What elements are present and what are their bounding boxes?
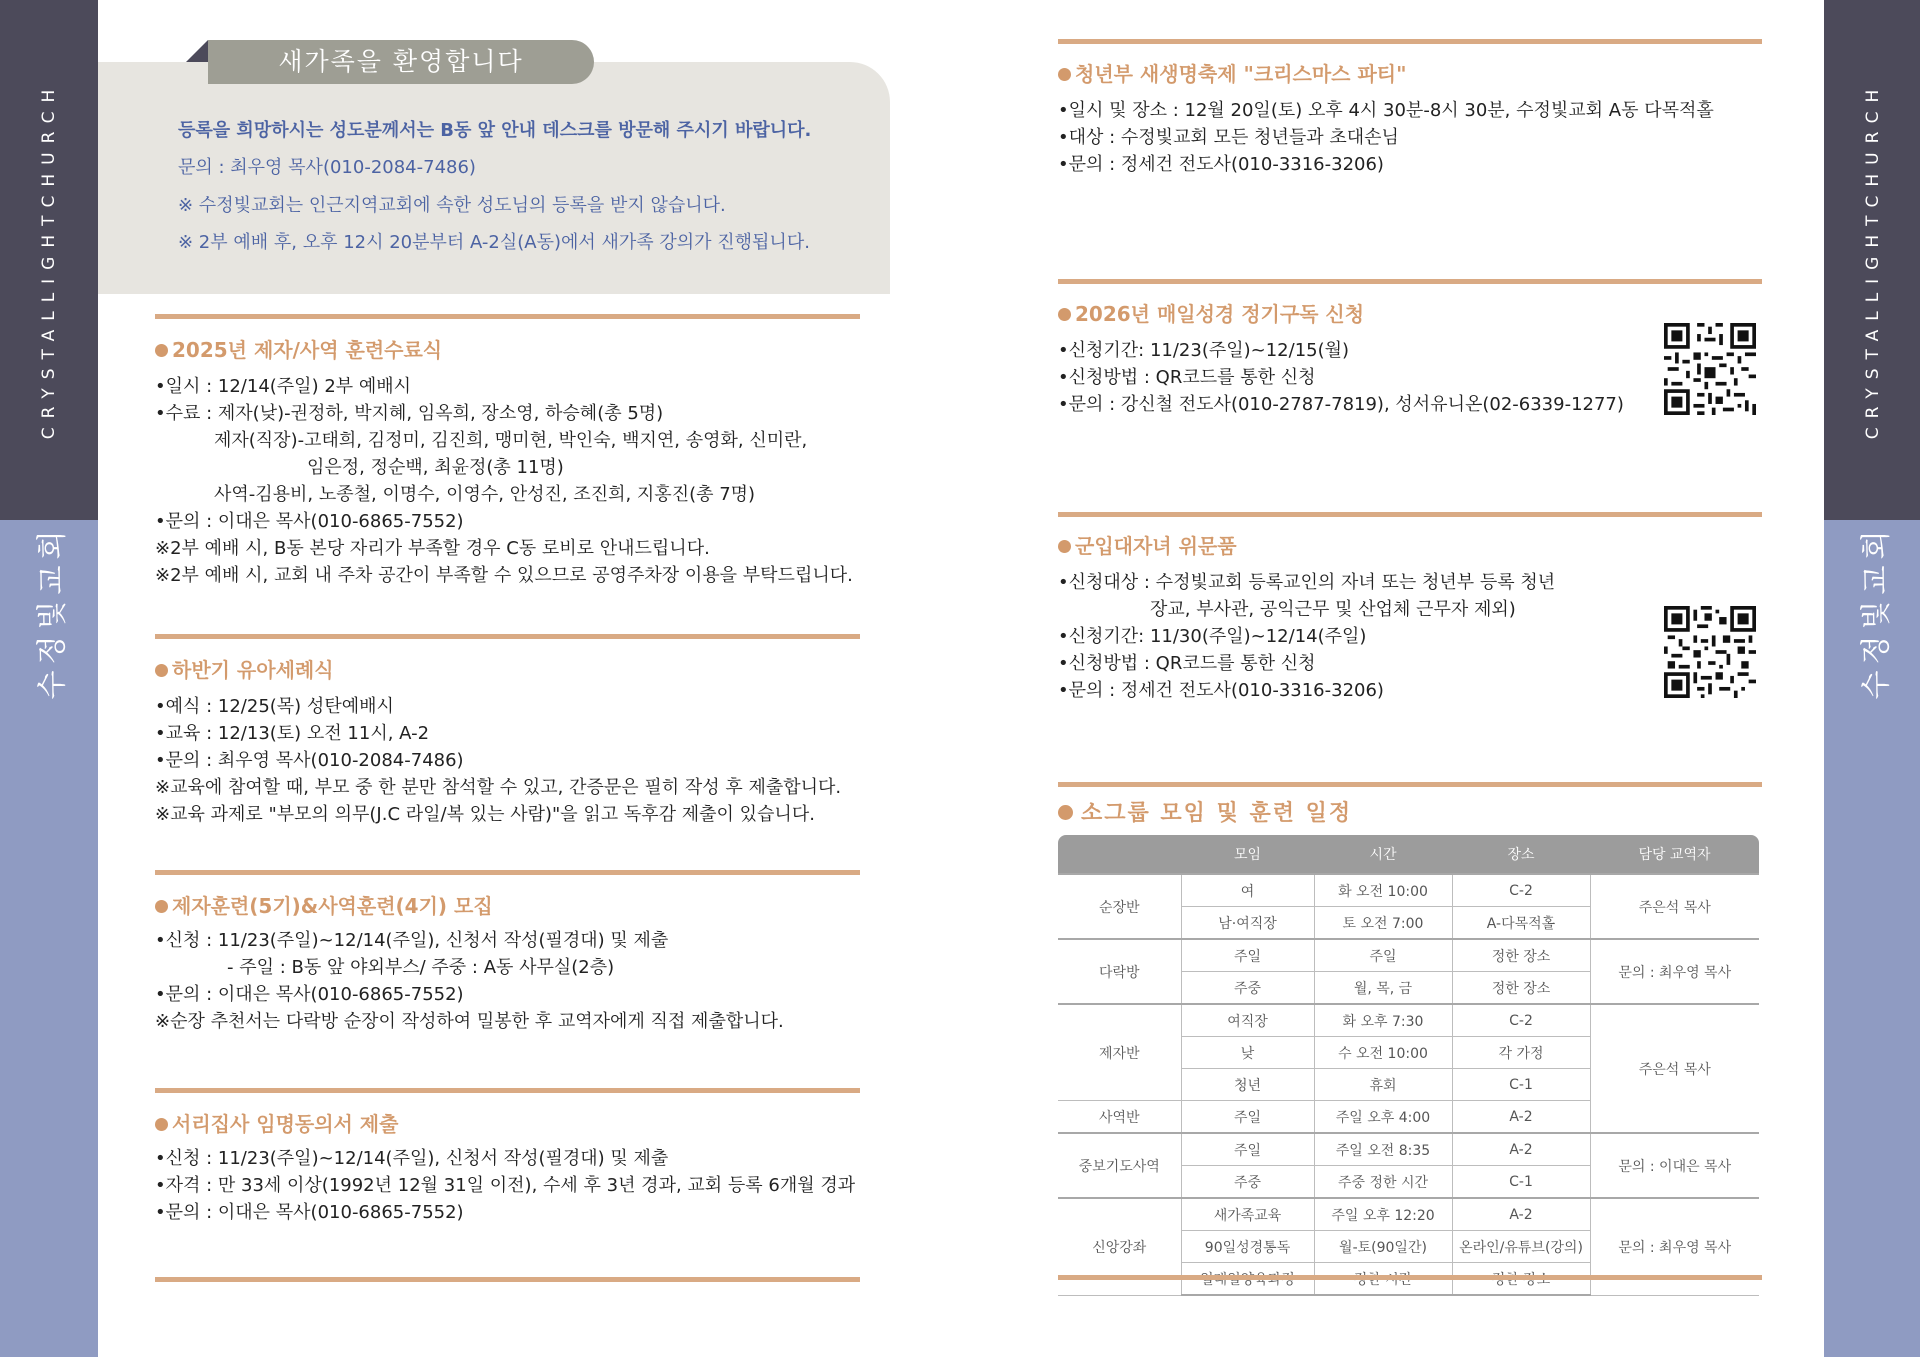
table-cell: 여직장 [1181, 1004, 1314, 1037]
section-divider [1058, 512, 1762, 517]
section-divider [1058, 1275, 1762, 1280]
table-cell: 수 오전 10:00 [1314, 1037, 1452, 1069]
info-note: ※교육에 참여할 때, 부모 중 한 분만 참석할 수 있고, 간증문은 필히 작성 후 제출합니다. [155, 777, 842, 798]
welcome-line: 등록을 희망하시는 성도분께서는 B동 앞 안내 데스크를 방문해 주시기 바랍니다. [178, 120, 812, 141]
group-name-cell: 사역반 [1058, 1101, 1181, 1134]
table-header-cell: 장소 [1452, 835, 1590, 874]
section-title-text: 서리집사 임명동의서 제출 [172, 1112, 399, 1136]
table-cell: 휴회 [1314, 1069, 1452, 1101]
table-cell: 주중 [1181, 972, 1314, 1005]
info-line: •신청기간: 11/30(주일)~12/14(주일) [1058, 626, 1367, 647]
info-note: ※교육 과제로 "부모의 의무(J.C 라일/복 있는 사람)"을 읽고 독후감 제출이 있습니다. [155, 804, 815, 825]
info-line: 사역-김용비, 노종철, 이명수, 이영수, 안성진, 조진희, 지홍진(총 7명) [214, 484, 756, 505]
group-name-cell: 순장반 [1058, 874, 1181, 939]
section-divider [1058, 39, 1762, 44]
group-name-cell: 신앙강좌 [1058, 1198, 1181, 1295]
table-header-cell [1058, 835, 1181, 874]
info-line: •문의 : 정세건 전도사(010-3316-3206) [1058, 680, 1384, 701]
table-cell: 90일성경통독 [1181, 1231, 1314, 1263]
info-line: 제자(직장)-고태희, 김정미, 김진희, 맹미현, 박인숙, 백지연, 송영화, 신미란, [214, 430, 808, 451]
table-cell: 청년 [1181, 1069, 1314, 1101]
left-sidebar [0, 0, 98, 1357]
table-cell: 주일 [1181, 1133, 1314, 1166]
table-cell: C-2 [1452, 874, 1590, 907]
table-cell: 주일 오후 12:20 [1314, 1198, 1452, 1231]
table-cell: 화 오후 7:30 [1314, 1004, 1452, 1037]
table-row [1058, 939, 1759, 972]
table-cell: 주일 [1181, 939, 1314, 972]
section-title-text: 하반기 유아세례식 [172, 658, 334, 682]
table-cell: 여 [1181, 874, 1314, 907]
info-line: •문의 : 이대은 목사(010-6865-7552) [155, 511, 464, 532]
bullet-dot-icon [1058, 68, 1071, 81]
staff-cell: 주은석 목사 [1590, 1004, 1759, 1133]
section-title-baptism [155, 654, 334, 683]
qr-code-icon[interactable] [1664, 606, 1756, 698]
table-header-cell: 모임 [1181, 835, 1314, 874]
bullet-dot-icon [155, 344, 168, 357]
table-header-cell: 시간 [1314, 835, 1452, 874]
info-line: •신청대상 : 수정빛교회 등록교인의 자녀 또는 청년부 등록 청년 [1058, 572, 1556, 593]
section-title-training [155, 334, 442, 363]
section-title-text: 제자훈련(5기)&사역훈련(4기) 모집 [172, 894, 493, 918]
section-title-text: 청년부 새생명축제 "크리스마스 파티" [1075, 62, 1407, 86]
info-line: •문의 : 정세건 전도사(010-3316-3206) [1058, 154, 1384, 175]
qr-code-graphic [1664, 323, 1756, 415]
info-line: •신청기간: 11/23(주일)~12/15(월) [1058, 340, 1350, 361]
staff-cell: 문의 : 이대은 목사 [1590, 1133, 1759, 1198]
section-divider [155, 1277, 860, 1282]
info-line: •일시 및 장소 : 12월 20일(토) 오후 4시 30분-8시 30분, 수정빛교회 A동 다목적홀 [1058, 100, 1714, 121]
table-cell: A-다목적홀 [1452, 907, 1590, 940]
bullet-dot-icon [155, 900, 168, 913]
section-title-deacon [155, 1108, 398, 1137]
table-cell: 낮 [1181, 1037, 1314, 1069]
table-cell: 주중 정한 시간 [1314, 1166, 1452, 1199]
table-row [1058, 1133, 1759, 1166]
table-cell: 주일 오후 4:00 [1314, 1101, 1452, 1134]
info-line: •신청방법 : QR코드를 통한 신청 [1058, 367, 1316, 388]
info-line: •문의 : 이대은 목사(010-6865-7552) [155, 1202, 464, 1223]
section-divider [1058, 782, 1762, 787]
group-name-cell: 중보기도사역 [1058, 1133, 1181, 1198]
bullet-dot-icon [155, 664, 168, 677]
staff-cell: 문의 : 최우영 목사 [1590, 1198, 1759, 1295]
table-cell: 정한 장소 [1452, 972, 1590, 1005]
table-cell: 주일 오전 8:35 [1314, 1133, 1452, 1166]
section-title-text: 2026년 매일성경 정기구독 신청 [1075, 302, 1365, 326]
schedule-title-text: 소그룹 모임 및 훈련 일정 [1081, 801, 1353, 826]
qr-code-icon[interactable] [1664, 323, 1756, 415]
table-cell: 주일 [1181, 1101, 1314, 1134]
table-cell: 주일 [1314, 939, 1452, 972]
section-divider [155, 1088, 860, 1093]
info-note: ※2부 예배 시, 교회 내 주차 공간이 부족할 수 있으므로 공영주차장 이용을 부탁드립니다. [155, 565, 853, 586]
info-note: ※2부 예배 시, B동 본당 자리가 부족할 경우 C동 로비로 안내드립니다. [155, 538, 710, 559]
bullet-dot-icon [1058, 308, 1071, 321]
table-cell: A-2 [1452, 1133, 1590, 1166]
table-row [1058, 1198, 1759, 1231]
bullet-dot-icon [1058, 805, 1073, 820]
section-divider [155, 870, 860, 875]
table-cell: 남·여직장 [1181, 907, 1314, 940]
table-cell: 정한 장소 [1452, 939, 1590, 972]
sidebar-church-name: 수정빛교회 [35, 524, 70, 700]
info-line: •신청 : 11/23(주일)~12/14(주일), 신청서 작성(필경대) 및 제출 [155, 1148, 669, 1169]
info-line: •신청 : 11/23(주일)~12/14(주일), 신청서 작성(필경대) 및 제출 [155, 930, 669, 951]
table-header-row [1058, 835, 1759, 874]
info-line: •일시 : 12/14(주일) 2부 예배시 [155, 376, 412, 397]
table-cell: A-2 [1452, 1198, 1590, 1231]
section-divider [1058, 279, 1762, 284]
table-cell: C-1 [1452, 1166, 1590, 1199]
sidebar-church-name: 수정빛교회 [1859, 524, 1894, 700]
info-line: - 주일 : B동 앞 야외부스/ 주중 : A동 사무실(2층) [227, 957, 615, 978]
table-cell: 화 오전 10:00 [1314, 874, 1452, 907]
welcome-line: ※ 2부 예배 후, 오후 12시 20분부터 A-2실(A동)에서 새가족 강의가 진행됩니다. [178, 232, 810, 253]
info-line: •수료 : 제자(낮)-권정하, 박지혜, 임옥희, 장소영, 하승혜(총 5명) [155, 403, 664, 424]
table-header-cell: 담당 교역자 [1590, 835, 1759, 874]
section-divider [155, 314, 860, 319]
right-sidebar [1824, 0, 1920, 1357]
table-cell: C-1 [1452, 1069, 1590, 1101]
table-cell: 온라인/유튜브(강의) [1452, 1231, 1590, 1263]
welcome-line: ※ 수정빛교회는 인근지역교회에 속한 성도님의 등록을 받지 않습니다. [178, 195, 726, 216]
sidebar-brand-text: CRYSTALLIGHTCHURCH [39, 80, 59, 440]
schedule-title [1058, 796, 1352, 827]
table-cell: A-2 [1452, 1101, 1590, 1134]
info-line: •자격 : 만 33세 이상(1992년 12월 31일 이전), 수세 후 3년 경과, 교회 등록 6개월 경과 [155, 1175, 856, 1196]
table-cell: C-2 [1452, 1004, 1590, 1037]
section-title-xmas [1058, 58, 1407, 87]
schedule-table [1058, 835, 1759, 1296]
section-title-text: 군입대자녀 위문품 [1075, 534, 1237, 558]
sidebar-brand-text: CRYSTALLIGHTCHURCH [1863, 80, 1883, 440]
table-row [1058, 1004, 1759, 1037]
welcome-title-tab-corner [186, 40, 208, 62]
info-line: •대상 : 수정빛교회 모든 청년들과 초대손님 [1058, 127, 1399, 148]
welcome-title: 새가족을 환영합니다 [208, 40, 594, 84]
info-line: •신청방법 : QR코드를 통한 신청 [1058, 653, 1316, 674]
table-cell: 토 오전 7:00 [1314, 907, 1452, 940]
section-title-text: 2025년 제자/사역 훈련수료식 [172, 338, 443, 362]
info-line: •예식 : 12/25(목) 성탄예배시 [155, 696, 394, 717]
section-title-bible [1058, 298, 1364, 327]
table-cell: 새가족교육 [1181, 1198, 1314, 1231]
table-cell: 각 가정 [1452, 1037, 1590, 1069]
table-cell: 주중 [1181, 1166, 1314, 1199]
staff-cell: 문의 : 최우영 목사 [1590, 939, 1759, 1004]
group-name-cell: 다락방 [1058, 939, 1181, 1004]
section-divider [155, 634, 860, 639]
bullet-dot-icon [155, 1118, 168, 1131]
welcome-line: 문의 : 최우영 목사(010-2084-7486) [178, 157, 476, 178]
section-title-recruit [155, 890, 493, 919]
qr-code-graphic [1664, 606, 1756, 698]
group-name-cell: 제자반 [1058, 1004, 1181, 1101]
table-cell: 월-토(90일간) [1314, 1231, 1452, 1263]
info-line: •문의 : 최우영 목사(010-2084-7486) [155, 750, 464, 771]
info-line: •교육 : 12/13(토) 오전 11시, A-2 [155, 723, 430, 744]
info-line: •문의 : 이대은 목사(010-6865-7552) [155, 984, 464, 1005]
info-note: ※순장 추천서는 다락방 순장이 작성하여 밀봉한 후 교역자에게 직접 제출합니다. [155, 1011, 784, 1032]
info-line: •문의 : 강신철 전도사(010-2787-7819), 성서유니온(02-6339-1277) [1058, 394, 1624, 415]
table-cell: 월, 목, 금 [1314, 972, 1452, 1005]
table-row [1058, 874, 1759, 907]
staff-cell: 주은석 목사 [1590, 874, 1759, 939]
bullet-dot-icon [1058, 540, 1071, 553]
section-title-military [1058, 530, 1237, 559]
info-line: 임은정, 정순백, 최윤정(총 11명) [307, 457, 564, 478]
info-line: 장교, 부사관, 공익근무 및 산업체 근무자 제외) [1150, 599, 1516, 620]
